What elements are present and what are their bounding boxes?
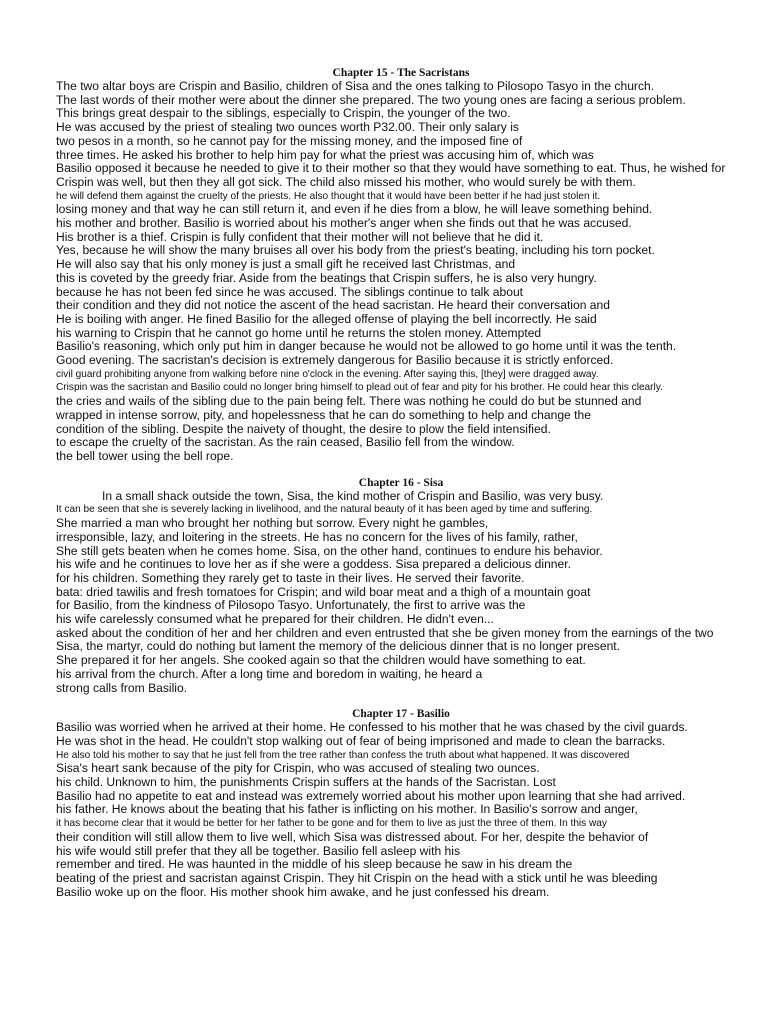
text-line: to escape the cruelty of the sacristan. As the rain ceased, Basilio fell from the window.	[56, 435, 515, 450]
text-line: civil guard prohibiting anyone from walking before nine o'clock in the evening. After saying this, [they] were dragged away.	[56, 368, 599, 380]
text-line: Crispin was well, but then they all got sick. The child also missed his mother, who would surely be with them.	[56, 174, 636, 189]
text-line: He was accused by the priest of stealing two ounces worth P32.00. Their only salary is	[56, 120, 519, 135]
text-line: it has become clear that it would be better for her father to be gone and for them to live as just the three of them. In this way	[56, 818, 607, 830]
text-line: irresponsible, lazy, and loitering in the streets. He has no concern for the lives of his family, rather,	[56, 529, 578, 544]
text-line: Yes, because he will show the many bruises all over his body from the priest's beating, including his torn pocket.	[56, 243, 655, 258]
chapter-title: Chapter 15 - The Sacristans	[332, 67, 470, 79]
chapter-title: Chapter 17 - Basilio	[352, 708, 450, 721]
text-line: the bell tower using the bell rope.	[56, 448, 234, 463]
text-line: his child. Unknown to him, the punishments Crispin suffers at the hands of the Sacristan. Lost	[56, 775, 556, 790]
text-line: This brings great despair to the siblings, especially to Crispin, the younger of the two.	[56, 106, 511, 121]
text-line: for his children. Something they rarely get to taste in their lives. He served their favorite.	[56, 570, 525, 585]
text-line: their condition and they did not notice the ascent of the head sacristan. He heard their conversation and	[56, 298, 610, 313]
text-line: The two altar boys are Crispin and Basilio, children of Sisa and the ones talking to Pilosopo Tasyo in the church.	[56, 79, 655, 93]
text-line: he will defend them against the cruelty of the priests. He also thought that it would have been better if he had just stolen it.	[56, 190, 601, 202]
text-line: for Basilio, from the kindness of Pilosopo Tasyo. Unfortunately, the first to arrive was the	[56, 598, 526, 613]
chapter-body	[56, 80, 746, 464]
text-line: his wife would still prefer that they all be together. Basilio fell asleep with his	[56, 843, 461, 858]
text-line: wrapped in intense sorrow, pity, and hopelessness that he can do something to help and change the	[56, 407, 591, 422]
chapter-body	[56, 490, 746, 696]
document-page	[56, 66, 746, 899]
text-line: this is coveted by the greedy friar. Aside from the beatings that Crispin suffers, he is also very hungry.	[56, 270, 597, 285]
text-line: the cries and wails of the sibling due to the pain being felt. There was nothing he could do but be stunned and	[56, 394, 642, 409]
text-line: Sisa, the martyr, could do nothing but lament the memory of the delicious dinner that is no longer present.	[56, 639, 621, 654]
text-line: Sisa's heart sank because of the pity for Crispin, who was accused of stealing two ounces.	[56, 761, 540, 776]
text-line: Basilio opposed it because he needed to give it to their mother so that they would have something to eat. Thus, he wished for	[56, 161, 726, 176]
text-line: He also told his mother to say that he just fell from the tree rather than confess the truth about what happened. It was discovered	[56, 749, 630, 761]
chapter-title: Chapter 16 - Sisa	[358, 476, 444, 489]
text-line: The last words of their mother were about the dinner she prepared. The two young ones are facing a serious problem.	[56, 92, 686, 107]
text-line: She prepared it for her angels. She cooked again so that the children would have something to eat.	[56, 653, 586, 668]
text-line: beating of the priest and sacristan against Crispin. They hit Crispin on the head with a stick until he was bleeding	[56, 870, 658, 885]
text-line: asked about the condition of her and her children and even entrusted that she be given money from the earnings of the two	[56, 625, 714, 640]
text-line: He was shot in the head. He couldn't stop walking out of fear of being imprisoned and made to clean the barracks.	[56, 733, 666, 748]
text-line: In a small shack outside the town, Sisa, the kind mother of Crispin and Basilio, was very busy.	[102, 488, 604, 503]
chapter-17	[56, 707, 746, 899]
chapter-body	[56, 721, 746, 899]
text-line: three times. He asked his brother to help him pay for what the priest was accusing him of, which was	[56, 147, 594, 162]
text-line: his mother and brother. Basilio is worried about his mother's anger when she finds out that he was accused.	[56, 216, 632, 231]
chapter-15	[56, 66, 746, 464]
text-line: losing money and that way he can still return it, and even if he dies from a blow, he will leave something behind.	[56, 202, 653, 217]
text-line: condition of the sibling. Despite the naivety of thought, the desire to plow the field intensified.	[56, 421, 551, 436]
text-line: his wife carelessly consumed what he prepared for their children. He didn't even...	[56, 612, 494, 627]
text-line: his arrival from the church. After a long time and boredom in waiting, he heard a	[56, 666, 483, 681]
text-line: His brother is a thief. Crispin is fully confident that their mother will not believe that he did it.	[56, 229, 544, 244]
text-line: It can be seen that she is severely lacking in livelihood, and the natural beauty of it has been aged by time and suffering.	[56, 504, 593, 516]
text-line: two pesos in a month, so he cannot pay for the missing money, and the imposed fine of	[56, 133, 523, 148]
text-line: his wife and he continues to love her as if she were a goddess. Sisa prepared a delicious dinner.	[56, 557, 571, 572]
text-line: remember and tired. He was haunted in the middle of his sleep because he saw in his dream the	[56, 857, 573, 872]
text-line: strong calls from Basilio.	[56, 680, 188, 695]
text-line: She married a man who brought her nothing but sorrow. Every night he gambles,	[56, 516, 489, 531]
text-line: their condition will still allow them to live well, which Sisa was distressed about. For her, despite the behavior of	[56, 829, 649, 844]
text-line: his father. He knows about the beating that his father is inflicting on his mother. In Basilio's sorrow and anger,	[56, 802, 638, 817]
text-line: He is boiling with anger. He fined Basilio for the alleged offense of playing the bell incorrectly. He said	[56, 311, 597, 326]
text-line: She still gets beaten when he comes home. Sisa, on the other hand, continues to endure his behavior.	[56, 543, 603, 558]
text-line: Basilio was worried when he arrived at their home. He confessed to his mother that he was chased by the civil guards.	[56, 720, 688, 735]
text-line: bata: dried tawilis and fresh tomatoes for Crispin; and wild boar meat and a thigh of a mountain goat	[56, 584, 591, 599]
text-line: He will also say that his only money is just a small gift he received last Christmas, and	[56, 257, 516, 272]
text-line: because he has not been fed since he was accused. The siblings continue to talk about	[56, 284, 524, 299]
text-line: his warning to Crispin that he cannot go home until he returns the stolen money. Attempted	[56, 325, 542, 340]
text-line: Crispin was the sacristan and Basilio could no longer bring himself to plead out of fear and pity for his brother. He could hear this clearly.	[56, 382, 663, 394]
chapter-16	[56, 476, 746, 696]
text-line: Good evening. The sacristan's decision is extremely dangerous for Basilio because it is strictly enforced.	[56, 353, 614, 368]
text-line: Basilio had no appetite to eat and instead was extremely worried about his mother upon learning that she had arrived.	[56, 788, 686, 803]
text-line: Basilio's reasoning, which only put him in danger because he would not be allowed to go home until it was the tenth.	[56, 339, 677, 354]
text-line: Basilio woke up on the floor. His mother shook him awake, and he just confessed his dream.	[56, 884, 550, 899]
